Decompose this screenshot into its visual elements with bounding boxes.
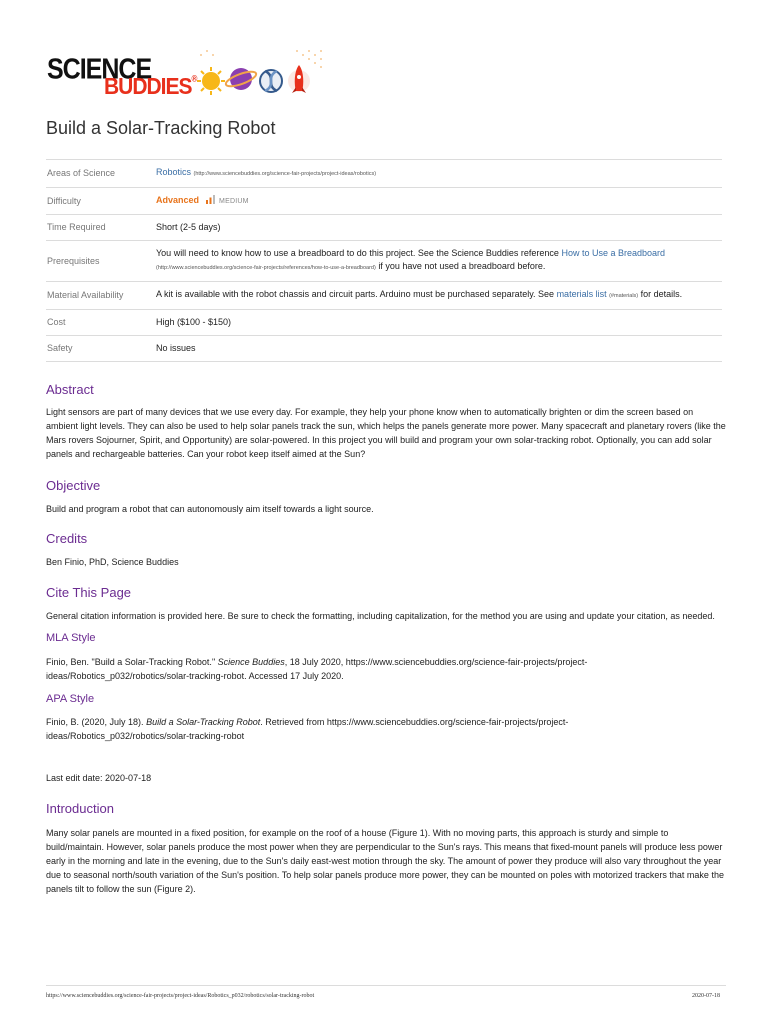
time-value: Short (2-5 days) [156,215,722,241]
objective-heading: Objective [46,478,101,493]
abstract-text: Light sensors are part of many devices that we use every day. For example, they help your phone know when to automatically brighten or dim the screen based on ambient light levels. They can also be used to help solar panels track the sun, which helps the panels generate more power. Many spacecraft and planetary rovers (like the Mars rovers Sojourner, Spirit, and Opportunity) are solar-powered. In this project you will build and program your own solar-tracking robot. Optionally, you can add solar panels and rechargeable batteries. Can your robot keep itself aimed at the Sun? [46,407,726,459]
cite-heading: Cite This Page [46,585,132,600]
footer-date: 2020-07-18 [692,993,720,999]
prerequisites-label: Prerequisites [46,241,156,282]
abstract-heading: Abstract [46,382,94,397]
info-row-difficulty [46,188,722,215]
prerequisites-value: You will need to know how to use a breadboard to do this project. See the Science Buddies reference How to Use a Breadboard (http://www.sciencebuddies.org/science-fair-projects/references/how-to-use-a-breadboard) if you have not used a breadboard before. [156,241,722,282]
difficulty-advanced: Advanced [156,195,200,205]
footer-divider [46,985,726,986]
info-row-time [46,215,722,241]
info-row-material [46,282,722,310]
apa-citation: Finio, B. (2020, July 18). Build a Solar-Tracking Robot. Retrieved from https://www.sciencebuddies.org/science-fair-projects/project-ideas/Robotics_p032/robotics/solar-tracking-robot [46,717,569,741]
planet-icon [224,68,257,90]
page-title: Build a Solar-Tracking Robot [46,118,276,138]
dna-icon [260,70,282,92]
breadboard-url: (http://www.sciencebuddies.org/science-fair-projects/references/how-to-use-a-breadboard) [156,265,376,271]
difficulty-bars-icon [206,195,215,204]
project-info-table [46,159,722,362]
safety-value: No issues [156,336,722,362]
sun-icon [197,67,225,95]
cite-text: General citation information is provided here. Be sure to check the formatting, including capitalization, for the method you are using and update your citation, as needed. [46,611,715,621]
apa-heading: APA Style [46,693,95,705]
cost-value: High ($100 - $150) [156,310,722,336]
material-value: A kit is available with the robot chassis and circuit parts. Arduino must be purchased separately. See materials list (#materials) for details. [156,282,722,310]
time-label: Time Required [46,215,156,241]
credits-text: Ben Finio, PhD, Science Buddies [46,557,179,567]
last-edit-date: Last edit date: 2020-07-18 [46,773,152,783]
logo-science-icons [197,47,327,103]
areas-value [156,160,722,188]
logo-text-buddies: BUDDIES® [104,74,197,100]
introduction-text: Many solar panels are mounted in a fixed position, for example on the roof of a house (Figure 1). With no moving parts, this approach is sturdy and simple to build/maintain. However, solar panels produce the most power when they are perpendicular to the Sun's rays. This means that fixed-mount panels will produce less power early in the morning and late in the evening, due to the Sun's daily east-west motion through the sky. The amount of power they produce will also vary throughout the year due to seasonal north/south variation of the Sun's position. To help solar panels produce more power, they can be mounted on poles with motorized trackers that make the panels tilt to follow the sun (Figure 2). [46,828,724,894]
cost-label: Cost [46,310,156,336]
logo-text-science: SCIENCE [47,53,152,86]
rocket-icon [288,65,310,93]
info-row-prerequisites [46,241,722,282]
difficulty-level: MEDIUM [219,198,249,205]
difficulty-label: Difficulty [46,188,156,215]
safety-label: Safety [46,336,156,362]
material-label: Material Availability [46,282,156,310]
materials-list-link[interactable]: materials list [556,289,607,299]
materials-anchor: (#materials) [609,293,639,299]
science-buddies-logo[interactable] [47,47,327,103]
robotics-link[interactable]: Robotics [156,167,192,177]
robotics-url: (http://www.sciencebuddies.org/science-fair-projects/project-ideas/robotics) [193,171,377,177]
areas-label: Areas of Science [46,160,156,188]
objective-text: Build and program a robot that can autonomously aim itself towards a light source. [46,504,374,514]
credits-heading: Credits [46,531,88,546]
info-row-cost [46,310,722,336]
introduction-heading: Introduction [46,801,114,816]
difficulty-value [156,188,722,215]
mla-citation: Finio, Ben. "Build a Solar-Tracking Robot." Science Buddies, 18 July 2020, https://www.sciencebuddies.org/science-fair-projects/project-ideas/Robotics_p032/robotics/solar-tracking-robot. Accessed 17 July 2020. [46,657,588,681]
breadboard-link[interactable]: How to Use a Breadboard [561,248,666,258]
info-row-safety [46,336,722,362]
footer-url: https://www.sciencebuddies.org/science-fair-projects/project-ideas/Robotics_p032/robotics/solar-tracking-robot [46,993,315,999]
info-row-areas [46,160,722,188]
mla-heading: MLA Style [46,632,96,644]
